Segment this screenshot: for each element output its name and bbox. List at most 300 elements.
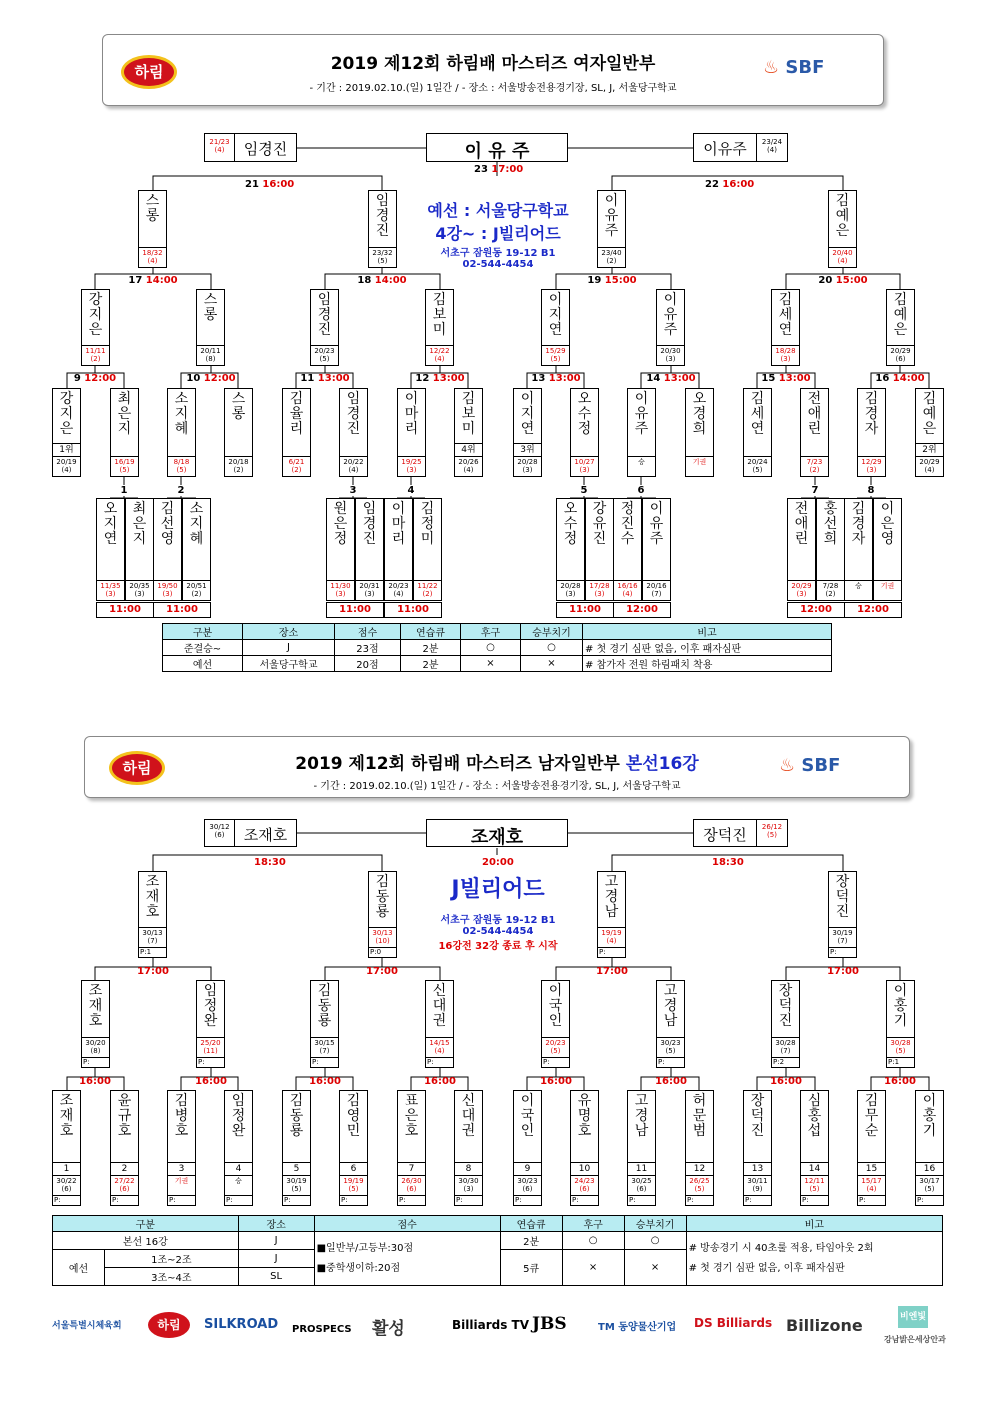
score-value: 20/29 [919,458,940,466]
prelim-number: 6 [633,485,649,496]
player-name: 신 대 권 [432,983,447,1029]
match-time: 17:00 [596,966,628,977]
score-sub: (4) [622,590,633,598]
women-champion: 이 유 주 [426,133,568,162]
men-semi-time-right: 18:30 [712,857,744,868]
player-name: 오 지 연 [103,501,118,547]
score-value: 승 [855,582,862,590]
player-box [282,1090,311,1206]
player-name: 최 은 지 [117,391,132,437]
player-point: P:0 [369,947,396,957]
round16-time [297,1076,353,1087]
player-name: 이 마 리 [391,501,406,547]
men-final-time: 20:00 [482,857,514,868]
score-sub: (10) [375,937,390,945]
seed-rank: 12 [686,1162,713,1175]
match-time: 13:00 [663,373,696,384]
seed-rank: 16 [916,1162,943,1175]
men-champion: 조재호 [426,819,568,847]
women-semi-22: 22 16:00 [705,179,755,190]
player-name: 이 지 연 [548,292,563,338]
men-final-left: 30/12 (6) 조재호 [204,819,297,847]
player-score [340,1175,367,1195]
score-sub: (9) [752,1185,763,1193]
player-name: 김 동 룡 [289,1093,304,1139]
men-title: 2019 제12회 하림배 마스터즈 남자일반부 본선16강 [295,754,699,774]
match-time: 16:00 [655,1076,687,1087]
score-sub: (5) [291,1185,302,1193]
player-point: P: [686,1195,713,1205]
match-number: 20 [818,275,836,286]
player-point: P: [571,1195,598,1205]
match-number: 14 [646,373,664,384]
score-sub: (4) [837,257,848,265]
player-name: 김 선 영 [160,501,175,547]
player-score [858,1175,885,1195]
seed-rank: 10 [571,1162,598,1175]
seed-rank: 4위 [455,443,482,456]
score-sub: (8) [205,355,216,363]
score-value: 20/28 [560,582,581,590]
score-value: 19/19 [343,1177,364,1185]
score-value: 승 [235,1177,242,1185]
prelim-number: 4 [403,485,419,496]
women-rules-table: 구분 장소 점수 연습큐 후구 승부치기 비고 준결승~ J 23점 2분 ○ ○ # 첫 경기 심판 없음, 이후 패자심판 예선 서울당구학교 20점 2분 × × # 참가자 전원 하림패치 착용 [162,623,832,672]
player-box [339,1090,368,1206]
score-sub: (5) [752,466,763,474]
player-point: P: [542,1057,569,1067]
score-sub: (4) [606,937,617,945]
player-name: 김 율 리 [289,391,304,437]
match-time: 17:00 [366,966,398,977]
round16-time [643,1076,699,1087]
player-point: P:1 [139,947,166,957]
player-score [628,1175,655,1195]
score-value: 20/40 [832,249,853,257]
player-name: 김 예 은 [893,292,908,338]
score-value: 15/29 [545,347,566,355]
score-sub: (5) [348,1185,359,1193]
score-value: 기권 [880,582,895,590]
player-name: 이 국 인 [548,983,563,1029]
score-sub: (2) [90,355,101,363]
match-time: 14:00 [145,275,178,286]
player-name: 김 정 미 [420,501,435,547]
player-name: 이 유 주 [649,501,664,547]
player-score [225,1175,252,1195]
score-sub: (7) [319,1047,330,1055]
men-semi-time-left: 18:30 [254,857,286,868]
round16-time [67,1076,123,1087]
match-time: 14:00 [374,275,407,286]
quarterfinal-time [354,966,410,977]
sponsor-jbs: JBS [532,1314,567,1334]
player-point: P: [311,1057,338,1067]
sbf-logo: ♨ SBF [779,755,841,776]
score-value: 12/11 [804,1177,825,1185]
seed-rank: 9 [514,1162,541,1175]
prelim-number: 7 [807,485,823,496]
score-sub: (5) [550,355,561,363]
score-sub: (7) [147,937,158,945]
player-box [800,1090,829,1206]
player-point: P: [628,1195,655,1205]
match-time: 13:00 [432,373,465,384]
player-point: P: [340,1195,367,1205]
player-name: 김 예 은 [835,193,850,239]
score-sub: (5) [119,466,130,474]
player-point: P: [283,1195,310,1205]
prelim-time: 11:00 [556,602,614,618]
player-name: 장 덕 진 [835,874,850,920]
player-name: 임 정 완 [203,983,218,1029]
women-venue: 예선 : 서울당구학교 4강~ : J빌리어드 서초구 잠원동 19-12 B1 02-544-4454 [427,201,569,270]
player-name: 김 경 자 [851,501,866,547]
score-sub: (8) [90,1047,101,1055]
player-score [111,1175,138,1195]
score-value: 20/26 [458,458,479,466]
player-point: P: [455,1195,482,1205]
score-value: 30/23 [660,1039,681,1047]
score-sub: (4) [924,466,935,474]
score-sub: (4) [463,466,474,474]
player-box [138,871,167,958]
player-name: 신 대 권 [461,1093,476,1139]
seed-rank: 2위 [916,443,943,456]
score-value: 19/25 [401,458,422,466]
prelim-time: 11:00 [326,602,384,618]
player-box [771,980,800,1068]
score-sub: (5) [550,1047,561,1055]
score-sub: (3) [105,590,116,598]
score-value: 17/28 [589,582,610,590]
player-name: 임 경 진 [317,292,332,338]
match-time: 17:00 [137,966,169,977]
score-value: 20/22 [343,458,364,466]
player-box [110,1090,139,1206]
score-value: 14/15 [429,1039,450,1047]
player-score [686,1175,713,1195]
quarterfinal-time [815,966,871,977]
score-sub: (5) [319,355,330,363]
player-name: 강 지 은 [88,292,103,338]
score-sub: (6) [636,1185,647,1193]
seed-rank: 7 [398,1162,425,1175]
prelim-time: 12:00 [844,602,902,618]
score-sub: (3) [463,1185,474,1193]
score-sub: (3) [579,466,590,474]
prelim-time: 12:00 [787,602,845,618]
player-name: 김 영 민 [346,1093,361,1139]
score-value: 기권 [692,458,707,466]
score-sub: (6) [895,355,906,363]
score-value: 18/32 [142,249,163,257]
score-value: 20/24 [747,458,768,466]
score-value: 승 [638,458,645,466]
player-score [801,1175,828,1195]
player-name: 표 은 호 [404,1093,419,1139]
score-value: 15/17 [861,1177,882,1185]
score-sub: (3) [406,466,417,474]
player-box [627,1090,656,1206]
score-value: 30/30 [458,1177,479,1185]
prelim-number: 5 [576,485,592,496]
player-box [513,1090,542,1206]
match-time: 16:00 [195,1076,227,1087]
player-score [398,1175,425,1195]
score-sub: (2) [291,466,302,474]
player-name: 이 은 영 [880,501,895,547]
sbf-logo: ♨ SBF [763,57,825,78]
player-point: P: [197,1057,224,1067]
player-name: 전 애 린 [794,501,809,547]
player-name: 조 재 호 [59,1093,74,1139]
score-value: 20/11 [200,347,221,355]
player-name: 고 경 남 [604,874,619,920]
score-value: 20/30 [660,347,681,355]
player-name: 홍 선 희 [823,501,838,547]
seed-rank: 13 [744,1162,771,1175]
score-value: 30/19 [286,1177,307,1185]
player-name: 고 경 남 [634,1093,649,1139]
match-time: 13:00 [548,373,581,384]
score-value: 30/19 [832,929,853,937]
player-point: P: [111,1195,138,1205]
player-name: 이 마 리 [404,391,419,437]
score-value: 26/30 [401,1177,422,1185]
men-subtitle: - 기간 : 2019.02.10.(일) 1일간 / - 장소 : 서울방송전용경기장, SL, J, 서울당구학교 [313,781,681,792]
women-subtitle: - 기간 : 2019.02.10.(일) 1일간 / - 장소 : 서울방송전용경기장, SL, J, 서울당구학교 [309,83,677,94]
player-name: 김 보 미 [432,292,447,338]
round16-time [412,1076,468,1087]
score-value: 18/28 [775,347,796,355]
player-box [656,980,685,1068]
player-point: P: [801,1195,828,1205]
player-name: 김 동 룡 [375,874,390,920]
match-time: 15:00 [604,275,637,286]
score-sub: (2) [809,466,820,474]
player-box [597,871,626,958]
player-score [426,1037,453,1057]
player-point: P: [168,1195,195,1205]
score-sub: (4) [866,1185,877,1193]
seed-rank: 1위 [53,443,80,456]
score-sub: (3) [866,466,877,474]
score-value: 30/13 [142,929,163,937]
score-value: 20/23 [388,582,409,590]
player-name: 김 세 연 [778,292,793,338]
player-point: P: [398,1195,425,1205]
score-sub: (3) [594,590,605,598]
men-venue: J빌리어드 서초구 잠원동 19-12 B1 02-544-4454 16강전 32강 종료 후 시작 [438,877,558,952]
player-name: 오 수 정 [577,391,592,437]
score-sub: (3) [162,590,173,598]
score-sub: (4) [434,1047,445,1055]
player-point: P: [858,1195,885,1205]
score-value: 7/23 [806,458,823,466]
match-number: 17 [128,275,146,286]
score-value: 30/11 [747,1177,768,1185]
match-time: 13:00 [778,373,811,384]
player-point: P: [53,1195,80,1205]
match-number: 12 [415,373,433,384]
prelim-time: 11:00 [96,602,154,618]
score-sub: (5) [809,1185,820,1193]
player-score [369,927,396,947]
score-value: 11/35 [100,582,121,590]
score-value: 20/18 [228,458,249,466]
match-number: 18 [357,275,375,286]
score-sub: (5) [176,466,187,474]
sponsor-billizone: Billizone [786,1316,863,1335]
score-value: 11/11 [85,347,106,355]
player-point: P:1 [887,1057,914,1067]
score-value: 7/28 [822,582,839,590]
player-name: 임 경 진 [375,193,390,239]
score-value: 16/16 [617,582,638,590]
seed-rank: 14 [801,1162,828,1175]
seed-rank: 4 [225,1162,252,1175]
score-value: 20/23 [545,1039,566,1047]
score-sub: (3) [796,590,807,598]
score-value: 11/30 [330,582,351,590]
player-name: 심 홍 섭 [807,1093,822,1139]
player-score [657,1037,684,1057]
player-name: 이 홍 기 [893,983,908,1029]
player-point: P: [82,1057,109,1067]
player-point: P: [744,1195,771,1205]
player-name: 김 세 연 [750,391,765,437]
match-time: 16:00 [424,1076,456,1087]
score-value: 30/25 [631,1177,652,1185]
score-value: 20/29 [791,582,812,590]
sponsor-tym: TM 동양물산기업 [598,1322,677,1333]
match-number: 10 [186,373,204,384]
seed-rank: 11 [628,1162,655,1175]
player-name: 김 예 은 [922,391,937,437]
score-sub: (2) [825,590,836,598]
women-final-left: 21/23 (4) 임경진 [204,133,297,162]
score-sub: (3) [780,355,791,363]
player-box [397,1090,426,1206]
score-value: 19/19 [601,929,622,937]
player-box [196,980,225,1068]
seed-rank: 3위 [514,443,541,456]
score-value: 25/20 [200,1039,221,1047]
score-sub: (3) [522,466,533,474]
player-name: 소 지 혜 [189,501,204,547]
player-box [541,980,570,1068]
score-sub: (11) [203,1047,218,1055]
player-box [81,980,110,1068]
player-score [571,1175,598,1195]
sponsor-prospecs: PROSPECS [292,1324,352,1335]
seed-rank: 6 [340,1162,367,1175]
score-value: 30/28 [890,1039,911,1047]
score-value: 30/15 [314,1039,335,1047]
match-time: 14:00 [892,373,925,384]
men-rules-table: 구분 장소 점수 연습큐 후구 승부치기 비고 본선 16강 J ■일반부/고등부:30점 ■중학생이하:20점 2분 ○ ○ # 방송경기 시 40초룰 적용, 타임아웃 2회 # 첫 경기 심판 없음, 이후 패자심판 예선 1조~2조 J 5큐 × × 3조~4조 SL [52,1215,943,1286]
score-value: 6/21 [288,458,305,466]
score-value: 24/23 [574,1177,595,1185]
score-value: 19/50 [157,582,178,590]
score-sub: (2) [233,466,244,474]
score-sub: (3) [335,590,346,598]
score-value: 16/19 [114,458,135,466]
sponsor-hwalsung: 활성 [372,1319,405,1339]
match-time: 12:00 [203,373,236,384]
sponsor-silkroad: SILKROAD [204,1317,279,1332]
score-sub: (2) [606,257,617,265]
player-name: 허 문 범 [692,1093,707,1139]
player-name: 이 유 주 [634,391,649,437]
player-name: 이 유 주 [663,292,678,338]
player-box [743,1090,772,1206]
score-sub: (7) [780,1047,791,1055]
player-score [197,1037,224,1057]
player-score [772,1037,799,1057]
quarterfinal-time [584,966,640,977]
round16-time [183,1076,239,1087]
player-score [887,1037,914,1057]
score-sub: (6) [522,1185,533,1193]
score-value: 12/29 [861,458,882,466]
score-value: 23/40 [601,249,622,257]
seed-rank: 5 [283,1162,310,1175]
score-sub: (5) [895,1047,906,1055]
women-final-label: 23 17:00 [474,164,524,175]
prelim-number: 2 [173,485,189,496]
player-score [744,1175,771,1195]
match-number: 15 [761,373,779,384]
player-name: 이 지 연 [520,391,535,437]
score-sub: (5) [924,1185,935,1193]
player-name: 스 롱 [145,193,160,224]
score-value: 20/51 [186,582,207,590]
score-value: 20/31 [359,582,380,590]
player-box [167,1090,196,1206]
score-sub: (3) [565,590,576,598]
round16-time [758,1076,814,1087]
player-name: 김 경 자 [864,391,879,437]
score-sub: (5) [694,1185,705,1193]
score-value: 11/22 [417,582,438,590]
score-value: 20/35 [129,582,150,590]
score-sub: (5) [665,1047,676,1055]
player-name: 이 국 인 [520,1093,535,1139]
player-box [368,871,397,958]
score-sub: (7) [837,937,848,945]
men-final-right: 장덕진 26/12 (5) [693,819,788,847]
player-name: 오 경 희 [692,391,707,437]
score-value: 26/25 [689,1177,710,1185]
player-score [311,1037,338,1057]
prelim-time: 11:00 [384,602,442,618]
match-time: 16:00 [770,1076,802,1087]
match-time: 16:00 [309,1076,341,1087]
seed-rank: 2 [111,1162,138,1175]
match-time: 16:00 [79,1076,111,1087]
player-name: 소 지 혜 [174,391,189,437]
seed-rank: 8 [455,1162,482,1175]
player-box [425,980,454,1068]
score-sub: (4) [147,257,158,265]
score-value: 30/17 [919,1177,940,1185]
sponsor-ds: DS Billiards [694,1316,773,1330]
player-score [168,1175,195,1195]
score-sub: (6) [579,1185,590,1193]
score-value: 20/23 [314,347,335,355]
